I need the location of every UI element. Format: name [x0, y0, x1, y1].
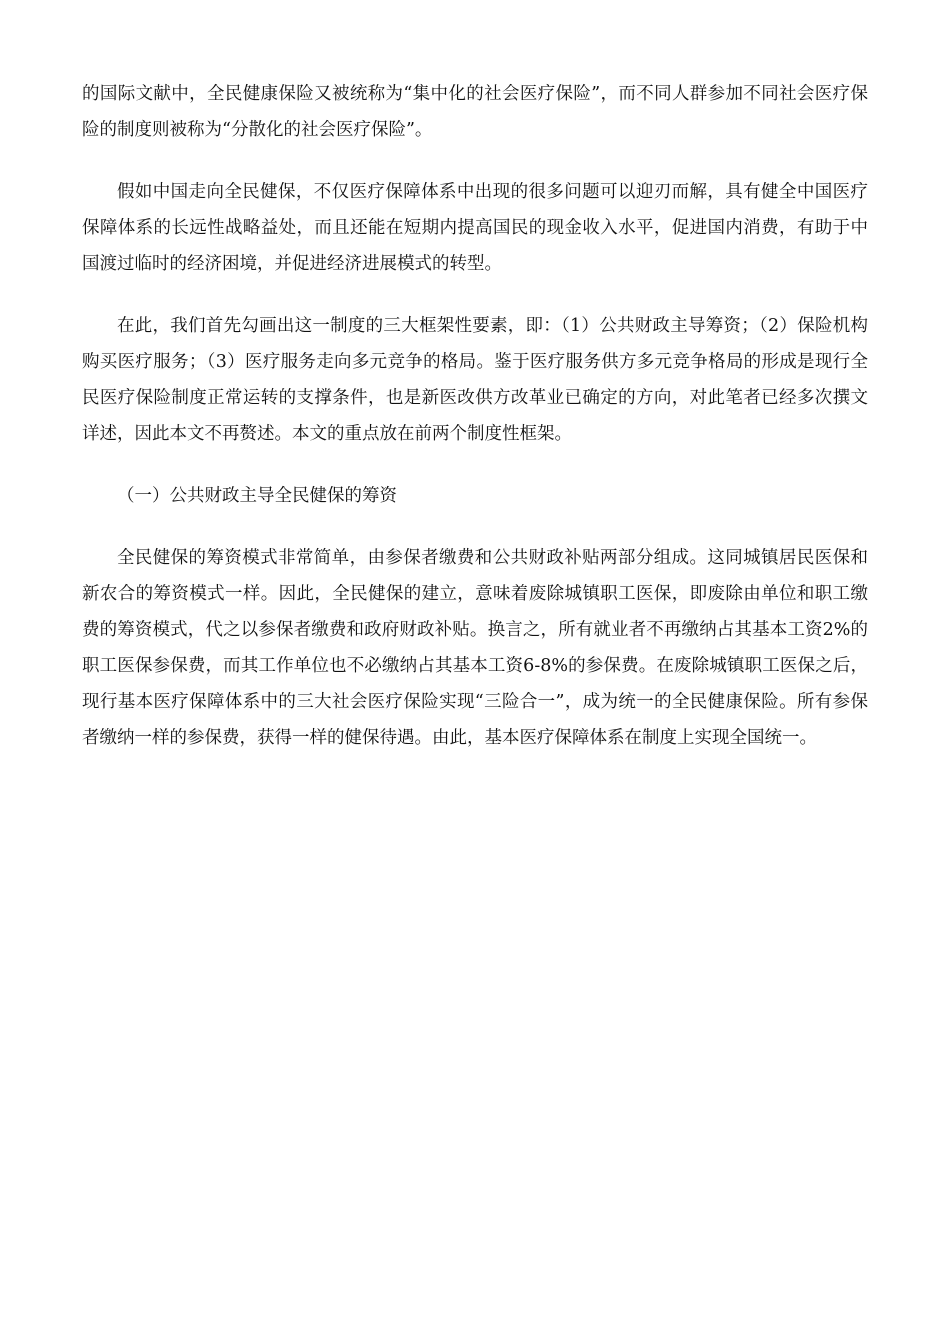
paragraph-universal-health-insurance-benefits: 假如中国走向全民健保，不仅医疗保障体系中出现的很多问题可以迎刃而解，具有健全中国医疗保障体系的长远性战略益处，而且还能在短期内提高国民的现金收入水平，促进国内消费，有助于中国渡过临时的经济困境，并促进经济进展模式的转型。 — [82, 182, 868, 274]
paragraph-continuation: 的国际文献中，全民健康保险又被统称为“集中化的社会医疗保险”，而不同人群参加不同社会医疗保险的制度则被称为“分散化的社会医疗保险”。 — [82, 84, 868, 140]
section-heading: （一）公共财政主导全民健保的筹资 — [117, 486, 397, 506]
document-page — [82, 76, 868, 782]
paragraph-financing-model: 全民健保的筹资模式非常简单，由参保者缴费和公共财政补贴两部分组成。这同城镇居民医保和新农合的筹资模式一样。因此，全民健保的建立，意味着废除城镇职工医保，即废除由单位和职工缴费的筹资模式，代之以参保者缴费和政府财政补贴。换言之，所有就业者不再缴纳占其基本工资2%的职工医保参保费，而其工作单位也不必缴纳占其基本工资6-8%的参保费。在废除城镇职工医保之后，现行基本医疗保障体系中的三大社会医疗保险实现“三险合一”，成为统一的全民健康保险。所有参保者缴纳一样的参保费，获得一样的健保待遇。由此，基本医疗保障体系在制度上实现全国统一。 — [82, 548, 868, 748]
paragraph-framework-elements: 在此，我们首先勾画出这一制度的三大框架性要素，即：（1）公共财政主导筹资；（2）保险机构购买医疗服务；（3）医疗服务走向多元竞争的格局。鉴于医疗服务供方多元竞争格局的形成是现行全民医疗保险制度正常运转的支撑条件，也是新医改供方改革业已确定的方向，对此笔者已经多次撰文详述，因此本文不再赘述。本文的重点放在前两个制度性框架。 — [82, 316, 868, 444]
